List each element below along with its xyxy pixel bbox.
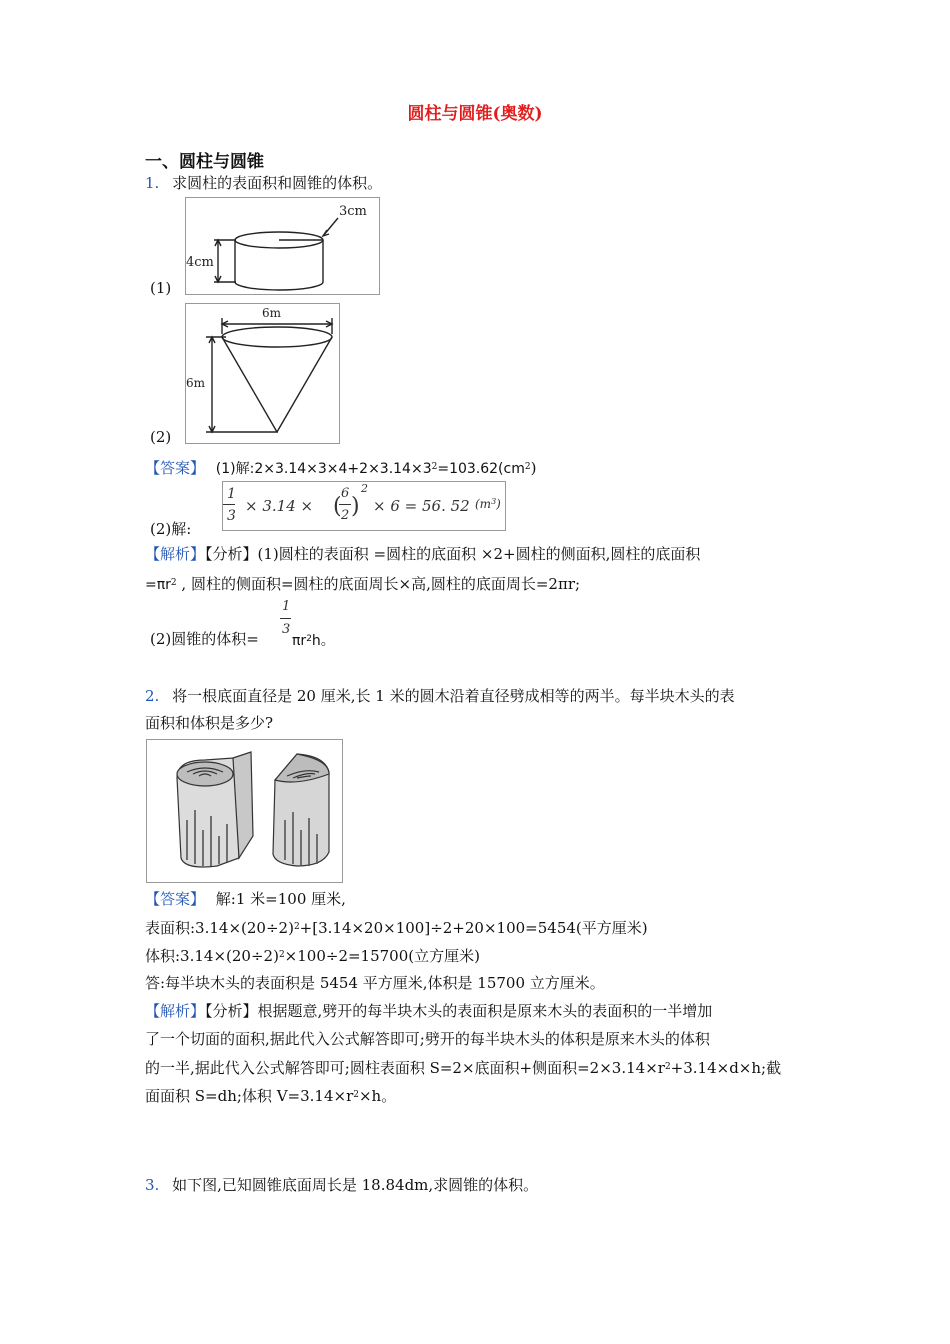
page-title: 圆柱与圆锥(奥数) bbox=[407, 104, 543, 124]
part-2-label: (2) bbox=[150, 428, 172, 446]
analysis-2-line-4: 面面积 S=dh;体积 $V=3.14\times r^2\times h$。 bbox=[145, 1087, 397, 1105]
analysis-2-line-1: 【解析】【分析】根据题意,劈开的每半块木头的表面积是原来木头的表面积的一半增加 bbox=[145, 1002, 713, 1020]
question-number: 2. bbox=[145, 687, 160, 705]
formula-fraction-numerator: 1 bbox=[227, 486, 236, 502]
analysis-fraction: 1 3 bbox=[282, 599, 291, 637]
formula-paren-open: ( bbox=[333, 494, 342, 519]
formula-middle: × 3.14 × bbox=[245, 497, 314, 515]
answer-tag: 【答案】 bbox=[145, 890, 206, 908]
analysis-sub-tag: 【分析】 bbox=[205, 1002, 258, 1020]
answer-1-part-2-label: (2)解: bbox=[150, 520, 192, 538]
analysis-1-line-3-tail: $\pi r^2h$。 bbox=[292, 633, 335, 649]
cylinder-diagram bbox=[186, 198, 379, 294]
cone-figure bbox=[185, 303, 340, 444]
formula-fraction-bar bbox=[223, 504, 235, 505]
section-heading: 一、圆柱与圆锥 bbox=[145, 152, 264, 172]
question-text: 求圆柱的表面积和圆锥的体积。 bbox=[172, 174, 383, 192]
split-log-image bbox=[147, 740, 342, 882]
formula-inner-numerator: 6 bbox=[341, 486, 350, 501]
formula-inner-denominator: 2 bbox=[341, 508, 350, 523]
formula-paren-close: ) bbox=[351, 494, 360, 519]
answer-2-line-1: 【答案】 解:1 米=100 厘米, bbox=[145, 890, 346, 908]
analysis-2-line-2: 了一个切面的面积,据此代入公式解答即可;劈开的每半块木头的体积是原来木头的体积 bbox=[145, 1030, 710, 1048]
split-log-figure bbox=[146, 739, 343, 883]
analysis-tag: 【解析】 bbox=[145, 545, 206, 563]
analysis-tag: 【解析】 bbox=[145, 1002, 206, 1020]
cone-volume-formula bbox=[222, 481, 506, 531]
cylinder-figure bbox=[185, 197, 380, 295]
formula-unit: $(m^3)$ bbox=[475, 497, 501, 511]
cone-diagram bbox=[186, 304, 339, 443]
formula-exponent: 2 bbox=[361, 482, 368, 495]
cone-height-label: 6m bbox=[186, 376, 206, 390]
question-1 bbox=[145, 172, 382, 194]
cylinder-radius-label: 3cm bbox=[339, 204, 367, 219]
formula-fraction-denominator: 3 bbox=[227, 508, 236, 524]
analysis-sub-tag: 【分析】 bbox=[205, 545, 258, 563]
question-3: 3. 如下图,已知圆锥底面周长是 18.84dm,求圆锥的体积。 bbox=[145, 1176, 539, 1194]
answer-2-line-3: 体积$:3.14\times(20\div 2)^2\times 100\div 2=15700$(立方厘米) bbox=[145, 947, 480, 965]
analysis-1-line-3: (2)圆锥的体积= bbox=[150, 630, 259, 648]
question-number: 1. bbox=[145, 174, 160, 192]
answer-tag: 【答案】 bbox=[145, 459, 206, 477]
question-2-line-1: 2. 将一根底面直径是 20 厘米,长 1 米的圆木沿着直径劈成相等的两半。每半块木头的表 bbox=[145, 687, 735, 705]
formula-result: × 6 = 56. 52 bbox=[373, 497, 470, 515]
part-1-label: (1) bbox=[150, 279, 172, 297]
question-2-line-2: 面积和体积是多少? bbox=[145, 714, 274, 732]
analysis-1-line-2: $=\pi r^2$ , 圆柱的侧面积=圆柱的底面周长×高,圆柱的底面周长=2πr; bbox=[145, 575, 581, 593]
cylinder-height-label: 4cm bbox=[186, 255, 214, 270]
formula-inner-bar bbox=[339, 504, 351, 505]
question-number: 3. bbox=[145, 1176, 160, 1194]
cone-diameter-label: 6m bbox=[262, 306, 282, 320]
analysis-2-line-3: 的一半,据此代入公式解答即可;圆柱表面积 S=2×底面积+侧面积$=2\times 3.14\times r^2+3.14\times d\times h$;截 bbox=[145, 1059, 782, 1077]
answer-2-line-2: 表面积$:3.14\times(20\div 2)^2+[3.14\times 20\times 100]\div 2+20\times 100=5454$(平方厘米) bbox=[145, 919, 648, 937]
analysis-1-line-1: 【解析】【分析】(1)圆柱的表面积 =圆柱的底面积 ×2+圆柱的侧面积,圆柱的底面积 bbox=[145, 545, 701, 563]
answer-2-line-4: 答:每半块木头的表面积是 5454 平方厘米,体积是 15700 立方厘米。 bbox=[145, 974, 605, 992]
answer-1-line-1: 【答案】 (1)解$:2\times 3.14\times 3\times 4+2\times 3.14\times 3^2=103.62(cm^2)$ bbox=[145, 459, 537, 477]
